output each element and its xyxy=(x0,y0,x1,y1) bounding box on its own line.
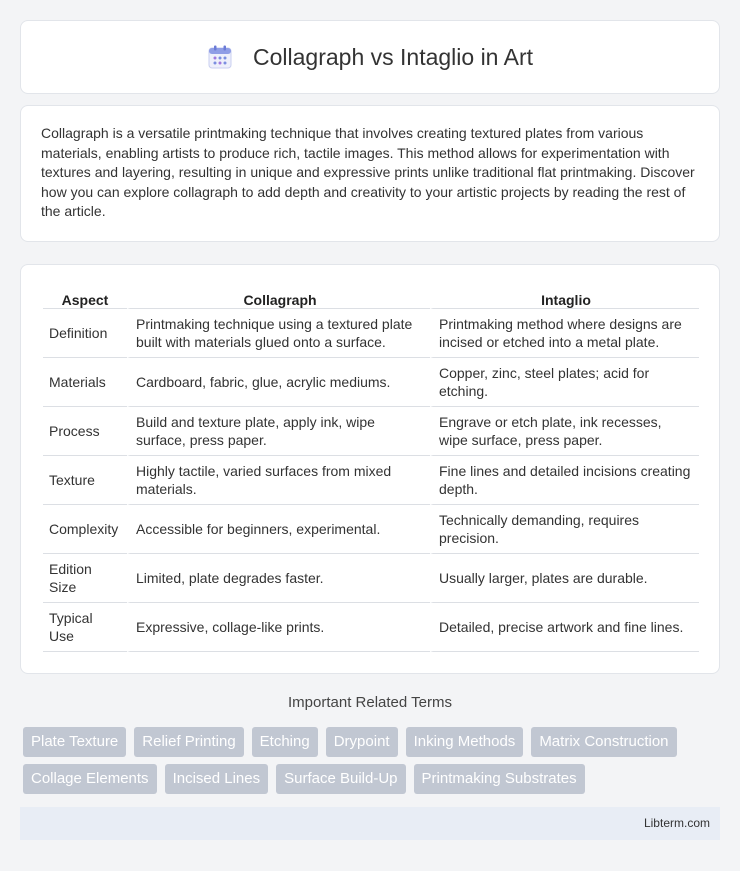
intaglio-cell: Copper, zinc, steel plates; acid for etching. xyxy=(430,358,699,407)
intaglio-cell: Technically demanding, requires precision. xyxy=(430,505,699,554)
intaglio-cell: Detailed, precise artwork and fine lines. xyxy=(430,603,699,652)
related-terms-title: Important Related Terms xyxy=(288,694,452,711)
aspect-cell: Edition Size xyxy=(43,554,127,603)
header-intaglio: Intaglio xyxy=(430,285,699,309)
collagraph-cell: Build and texture plate, apply ink, wipe surface, press paper. xyxy=(127,407,430,456)
comparison-card xyxy=(20,264,720,674)
intro-text: Collagraph is a versatile printmaking technique that involves creating textured plates from various materials, enabling artists to produce rich, tactile images. This method allows for experimentation with textures and layering, resulting in unique and expressive prints unlike traditional flat printmaking. Discover how you can explore collagraph to add depth and creativity to your artistic projects by reading the rest of the article. xyxy=(41,125,695,219)
calendar-icon xyxy=(207,44,233,70)
footer-site-link[interactable]: Libterm.com xyxy=(643,816,710,830)
collagraph-cell: Limited, plate degrades faster. xyxy=(127,554,430,603)
related-tag[interactable]: Surface Build-Up xyxy=(276,764,405,794)
related-tag[interactable]: Plate Texture xyxy=(23,727,126,757)
table-header-row xyxy=(43,285,699,309)
table-row xyxy=(43,358,699,407)
table-row xyxy=(43,456,699,505)
related-tag[interactable]: Printmaking Substrates xyxy=(414,764,585,794)
header-collagraph: Collagraph xyxy=(127,285,430,309)
table-row xyxy=(43,407,699,456)
collagraph-cell: Highly tactile, varied surfaces from mixed materials. xyxy=(127,456,430,505)
page-title: Collagraph vs Intaglio in Art xyxy=(253,43,533,70)
intaglio-cell: Engrave or etch plate, ink recesses, wipe surface, press paper. xyxy=(430,407,699,456)
intaglio-cell: Fine lines and detailed incisions creating depth. xyxy=(430,456,699,505)
aspect-cell: Complexity xyxy=(43,505,127,554)
comparison-table xyxy=(43,285,699,652)
table-row xyxy=(43,309,699,358)
aspect-cell: Definition xyxy=(43,309,127,358)
table-row xyxy=(43,603,699,652)
intaglio-cell: Usually larger, plates are durable. xyxy=(430,554,699,603)
aspect-cell: Materials xyxy=(43,358,127,407)
collagraph-cell: Accessible for beginners, experimental. xyxy=(127,505,430,554)
related-tag[interactable]: Relief Printing xyxy=(134,727,243,757)
related-tag[interactable]: Incised Lines xyxy=(165,764,269,794)
intaglio-cell: Printmaking method where designs are incised or etched into a metal plate. xyxy=(430,309,699,358)
header-aspect: Aspect xyxy=(43,285,127,309)
table-row xyxy=(43,505,699,554)
aspect-cell: Typical Use xyxy=(43,603,127,652)
aspect-cell: Texture xyxy=(43,456,127,505)
collagraph-cell: Cardboard, fabric, glue, acrylic mediums. xyxy=(127,358,430,407)
related-tag[interactable]: Inking Methods xyxy=(406,727,524,757)
related-tag[interactable]: Drypoint xyxy=(326,727,398,757)
aspect-cell: Process xyxy=(43,407,127,456)
related-tag[interactable]: Collage Elements xyxy=(23,764,157,794)
collagraph-cell: Printmaking technique using a textured plate built with materials glued onto a surface. xyxy=(127,309,430,358)
related-tag[interactable]: Matrix Construction xyxy=(531,727,676,757)
related-tag[interactable]: Etching xyxy=(252,727,318,757)
table-row xyxy=(43,554,699,603)
intro-card xyxy=(20,105,720,242)
header-card xyxy=(20,20,720,94)
related-terms-list xyxy=(23,727,723,794)
footer xyxy=(20,807,720,840)
collagraph-cell: Expressive, collage-like prints. xyxy=(127,603,430,652)
